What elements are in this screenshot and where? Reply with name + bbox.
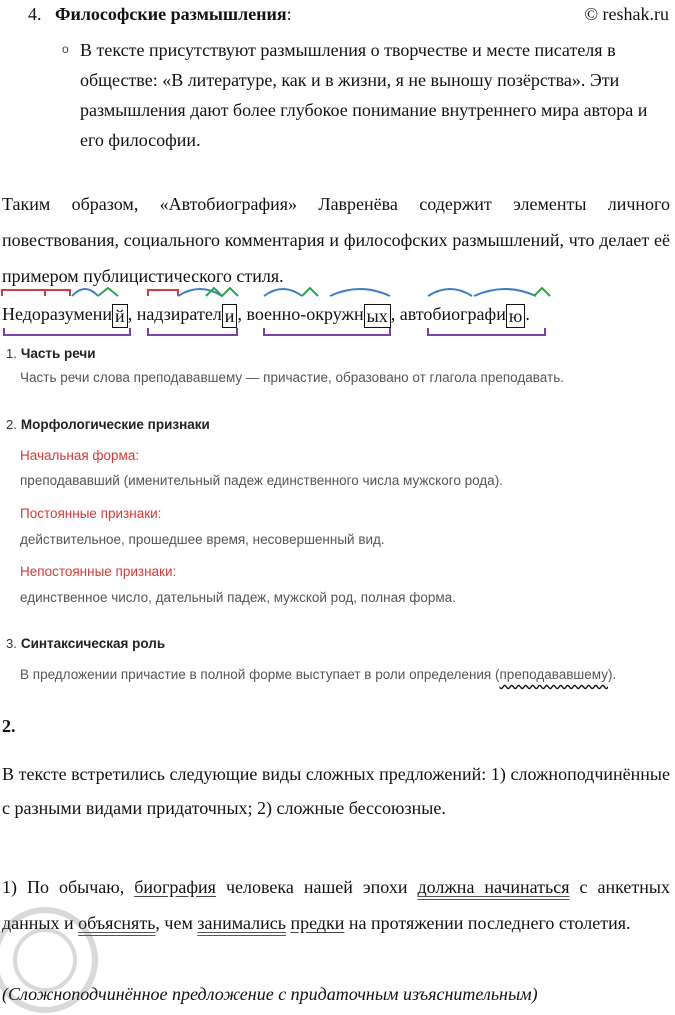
suffix-mark (206, 288, 238, 296)
suffix-mark (302, 288, 318, 296)
morpheme-word (2, 304, 137, 324)
word-stem: Недоразумени (2, 304, 113, 324)
word-separator: , (237, 304, 247, 324)
word-separator: , (390, 304, 400, 324)
task-2-intro: В тексте встретились следующие виды сложных предложений: 1) сложноподчинённые с разными видами придаточных; 2) сложные бессоюзные. (2, 764, 670, 818)
parse-title: Синтаксическая роль (20, 636, 166, 651)
text-fragment: 1) По обычаю, (2, 877, 135, 897)
stem-mark (4, 328, 130, 335)
parse-item-3 (6, 635, 165, 653)
syntax-text-before: В предложении причастие в полной форме выступает в роли определения ( (20, 667, 500, 682)
modifier-word: преподававшему (499, 667, 608, 682)
word-separator: . (525, 304, 530, 324)
parse-num: 1. (6, 346, 17, 361)
constant-features-label: Постоянные признаки: (20, 506, 162, 521)
morpheme-word (137, 304, 247, 324)
syntax-text-after: ). (607, 667, 617, 682)
suffix-mark (98, 288, 118, 296)
text-fragment: на протяжении последнего столетия. (344, 913, 631, 933)
initial-form-text: преподававший (именительный падеж единственного числа мужского рода). (20, 473, 503, 488)
subject-word: биография (134, 877, 216, 897)
parse-text: Часть речи слова преподававшему — причастие, образовано от глагола преподавать. (20, 370, 564, 385)
constant-features-text: действительное, прошедшее время, несовершенный вид. (20, 532, 385, 547)
predicate-word: занимались (197, 913, 286, 933)
word-ending: й (112, 304, 128, 328)
task-2-heading: 2. (2, 716, 16, 736)
text-fragment: , чем (155, 913, 198, 933)
morpheme-word (246, 304, 399, 324)
word-stem: автобиографи (399, 304, 506, 324)
parse-num: 3. (6, 636, 17, 651)
root-mark (330, 289, 390, 296)
parse-title: Морфологические признаки (20, 417, 210, 432)
prefix-mark (148, 290, 178, 296)
parse-title: Часть речи (20, 346, 96, 361)
syntax-role-text (20, 667, 616, 682)
word-ending: ю (506, 304, 525, 328)
section-4-heading (28, 0, 292, 29)
parse-item-1 (6, 345, 96, 363)
bullet-marker: o (62, 42, 69, 56)
morpheme-word (400, 304, 530, 324)
conclusion-paragraph: Таким образом, «Автобиография» Лавренёва содержит элементы личного повествования, социального комментария и философских размышлений, что делает её примером публицистического стиля. (2, 194, 670, 286)
predicate-word: должна начинаться (417, 877, 570, 897)
word-separator: , (127, 304, 137, 324)
morpheme-words (2, 300, 530, 329)
stem-mark (148, 328, 237, 335)
subject-word: предки (290, 913, 345, 933)
root-mark (72, 289, 98, 296)
prefix-mark (45, 290, 70, 296)
parse-num: 2. (6, 417, 17, 432)
bullet-text: В тексте присутствуют размышления о творчестве и месте писателя в обществе: «В литературе, как и в жизни, я не выношу позёрства». Эти размышления дают более глубокое понимание внутреннего мира автора и его философии. (80, 40, 648, 150)
stem-mark (264, 328, 390, 335)
word-ending: ых (364, 304, 391, 328)
sentence-1 (2, 869, 670, 941)
predicate-word: объяснять (78, 913, 156, 933)
section-4-title: Философские размышления (55, 4, 287, 24)
root-mark (474, 289, 536, 296)
watermark-text: © reshak.ru (584, 4, 669, 24)
word-stem: военно-окружн (246, 304, 364, 324)
section-4-number: 4. (28, 4, 42, 24)
suffix-mark (534, 288, 550, 296)
copyright-stamp-icon (0, 905, 100, 1015)
word-ending: и (222, 304, 238, 328)
parse-item-2 (6, 416, 210, 434)
section-4-colon: : (286, 4, 292, 24)
text-fragment: человека нашей эпохи (215, 877, 418, 897)
root-mark (428, 289, 472, 296)
stem-mark (428, 328, 545, 335)
initial-form-label: Начальная форма: (20, 448, 140, 463)
sentence-1-type: (Сложноподчинённое предложение с придаточным изъяснительным) (2, 984, 538, 1004)
root-mark (264, 289, 302, 296)
prefix-mark (2, 290, 45, 296)
stem-marks (0, 326, 600, 340)
variable-features-label: Непостоянные признаки: (20, 564, 177, 579)
variable-features-text: единственное число, дательный падеж, мужской род, полная форма. (20, 590, 456, 605)
text-fragment: с анкетных данных и (2, 877, 670, 933)
word-stem: надзирател (136, 304, 222, 324)
